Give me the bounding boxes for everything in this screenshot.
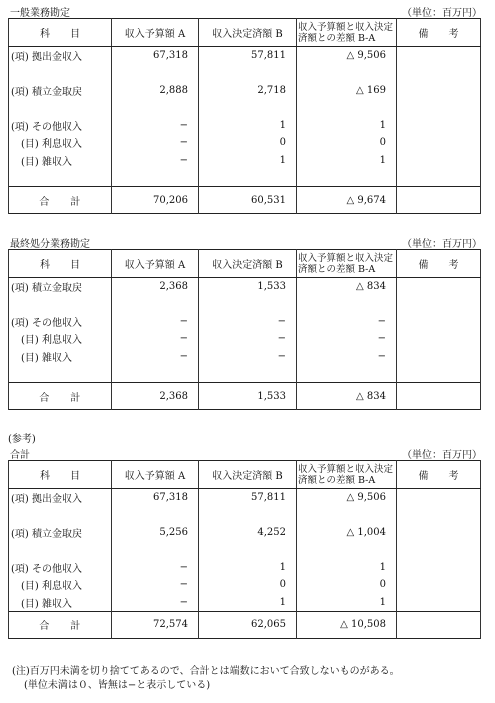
header-budget-a: 収入予算額 A bbox=[112, 250, 199, 278]
header-decided-b: 収入決定済額 B bbox=[199, 250, 297, 278]
empty-cell bbox=[9, 506, 112, 523]
difference-cell: △ 9,506 bbox=[297, 489, 397, 507]
empty-cell bbox=[397, 169, 481, 187]
budget-a-cell: − bbox=[112, 330, 199, 347]
table-row bbox=[9, 313, 481, 330]
header-remarks: 備 考 bbox=[397, 250, 481, 278]
subject-cell: (目) 雑収入 bbox=[9, 348, 112, 365]
budget-a-cell: − bbox=[112, 559, 199, 576]
budget-a-cell: 2,368 bbox=[112, 383, 199, 410]
subject-cell: (目) 雑収入 bbox=[9, 593, 112, 611]
spacer-row bbox=[9, 64, 481, 81]
section-title: 最終処分業務勘定 bbox=[10, 239, 90, 250]
empty-cell bbox=[112, 99, 199, 116]
empty-cell bbox=[297, 541, 397, 558]
total-label: 合 計 bbox=[9, 611, 112, 638]
subject-cell: (目) 雑収入 bbox=[9, 151, 112, 168]
decided-b-cell: 1 bbox=[199, 151, 297, 168]
remarks-cell bbox=[397, 151, 481, 168]
difference-cell: 0 bbox=[297, 576, 397, 593]
difference-cell: − bbox=[297, 313, 397, 330]
subject-cell: (目) 利息収入 bbox=[9, 576, 112, 593]
difference-cell: △ 834 bbox=[297, 383, 397, 410]
decided-b-cell: 0 bbox=[199, 134, 297, 151]
header-decided-b: 収入決定済額 B bbox=[199, 19, 297, 47]
subject-cell: (項) 積立金取戻 bbox=[9, 82, 112, 99]
table-row bbox=[9, 117, 481, 134]
difference-cell: △ 9,506 bbox=[297, 47, 397, 65]
decided-b-cell: 57,811 bbox=[199, 489, 297, 507]
budget-a-cell: − bbox=[112, 348, 199, 365]
difference-cell: △ 9,674 bbox=[297, 187, 397, 214]
budget-a-cell: − bbox=[112, 117, 199, 134]
difference-cell: − bbox=[297, 348, 397, 365]
remarks-cell bbox=[397, 611, 481, 638]
budget-a-cell: − bbox=[112, 134, 199, 151]
header-subject: 科 目 bbox=[9, 250, 112, 278]
unit-label: （単位：百万円） bbox=[402, 8, 482, 19]
header-difference: 収入予算額と収入決定済額との差額 B-A bbox=[297, 19, 397, 47]
subject-cell: (項) 拠出金収入 bbox=[9, 489, 112, 507]
empty-cell bbox=[112, 506, 199, 523]
table-row bbox=[9, 489, 481, 507]
difference-cell: 1 bbox=[297, 559, 397, 576]
footnote: (注)百万円未満を切り捨ててあるので、合計とは端数において合致しないものがある。 bbox=[12, 666, 400, 677]
header-difference: 収入予算額と収入決定済額との差額 B-A bbox=[297, 461, 397, 489]
decided-b-cell: 57,811 bbox=[199, 47, 297, 65]
remarks-cell bbox=[397, 117, 481, 134]
remarks-cell bbox=[397, 82, 481, 99]
empty-cell bbox=[199, 506, 297, 523]
table-row bbox=[9, 278, 481, 296]
header-row bbox=[9, 461, 481, 489]
table-row bbox=[9, 151, 481, 168]
empty-cell bbox=[9, 295, 112, 312]
header-row bbox=[9, 250, 481, 278]
total-row bbox=[9, 383, 481, 410]
empty-cell bbox=[297, 64, 397, 81]
budget-table bbox=[8, 18, 481, 214]
decided-b-cell: 1,533 bbox=[199, 383, 297, 410]
decided-b-cell: 1 bbox=[199, 559, 297, 576]
table-row bbox=[9, 593, 481, 611]
difference-cell: 0 bbox=[297, 134, 397, 151]
empty-cell bbox=[297, 506, 397, 523]
remarks-cell bbox=[397, 576, 481, 593]
empty-cell bbox=[199, 99, 297, 116]
section-total bbox=[8, 446, 488, 639]
decided-b-cell: − bbox=[199, 313, 297, 330]
subject-cell: (項) 拠出金収入 bbox=[9, 47, 112, 65]
empty-cell bbox=[9, 99, 112, 116]
section-title: 一般業務勘定 bbox=[10, 8, 70, 19]
difference-cell: − bbox=[297, 330, 397, 347]
header-difference: 収入予算額と収入決定済額との差額 B-A bbox=[297, 250, 397, 278]
footnote: (単位未満は０、皆無は−と表示している) bbox=[24, 680, 211, 691]
spacer-row bbox=[9, 99, 481, 116]
subject-cell: (目) 利息収入 bbox=[9, 330, 112, 347]
difference-cell: 1 bbox=[297, 151, 397, 168]
empty-cell bbox=[112, 295, 199, 312]
table-row bbox=[9, 524, 481, 541]
empty-cell bbox=[112, 365, 199, 383]
remarks-cell bbox=[397, 187, 481, 214]
remarks-cell bbox=[397, 313, 481, 330]
decided-b-cell: 4,252 bbox=[199, 524, 297, 541]
reference-label: (参考) bbox=[8, 434, 36, 445]
total-label: 合 計 bbox=[9, 187, 112, 214]
remarks-cell bbox=[397, 330, 481, 347]
total-label: 合 計 bbox=[9, 383, 112, 410]
remarks-cell bbox=[397, 593, 481, 611]
table-row bbox=[9, 559, 481, 576]
budget-a-cell: 67,318 bbox=[112, 47, 199, 65]
spacer-row bbox=[9, 365, 481, 383]
decided-b-cell: 2,718 bbox=[199, 82, 297, 99]
budget-a-cell: − bbox=[112, 151, 199, 168]
difference-cell: △ 169 bbox=[297, 82, 397, 99]
budget-a-cell: 67,318 bbox=[112, 489, 199, 507]
empty-cell bbox=[397, 506, 481, 523]
remarks-cell bbox=[397, 524, 481, 541]
header-budget-a: 収入予算額 A bbox=[112, 19, 199, 47]
spacer-row bbox=[9, 541, 481, 558]
table-row bbox=[9, 330, 481, 347]
budget-a-cell: 70,206 bbox=[112, 187, 199, 214]
decided-b-cell: 1 bbox=[199, 117, 297, 134]
decided-b-cell: 1 bbox=[199, 593, 297, 611]
empty-cell bbox=[9, 64, 112, 81]
remarks-cell bbox=[397, 47, 481, 65]
budget-table bbox=[8, 249, 481, 410]
empty-cell bbox=[297, 295, 397, 312]
subject-cell: (項) その他収入 bbox=[9, 313, 112, 330]
empty-cell bbox=[297, 169, 397, 187]
empty-cell bbox=[199, 541, 297, 558]
spacer-row bbox=[9, 295, 481, 312]
budget-a-cell: − bbox=[112, 593, 199, 611]
table-row bbox=[9, 576, 481, 593]
difference-cell: 1 bbox=[297, 593, 397, 611]
empty-cell bbox=[112, 169, 199, 187]
footnotes bbox=[12, 665, 400, 693]
subject-cell: (項) 積立金取戻 bbox=[9, 524, 112, 541]
empty-cell bbox=[199, 64, 297, 81]
decided-b-cell: 60,531 bbox=[199, 187, 297, 214]
difference-cell: △ 1,004 bbox=[297, 524, 397, 541]
empty-cell bbox=[297, 99, 397, 116]
budget-a-cell: 5,256 bbox=[112, 524, 199, 541]
empty-cell bbox=[397, 295, 481, 312]
header-row bbox=[9, 19, 481, 47]
empty-cell bbox=[112, 64, 199, 81]
table-row bbox=[9, 47, 481, 65]
total-row bbox=[9, 611, 481, 638]
section-general-account bbox=[8, 4, 488, 214]
total-row bbox=[9, 187, 481, 214]
difference-cell: 1 bbox=[297, 117, 397, 134]
subject-cell: (目) 利息収入 bbox=[9, 134, 112, 151]
budget-a-cell: 72,574 bbox=[112, 611, 199, 638]
decided-b-cell: 1,533 bbox=[199, 278, 297, 296]
budget-a-cell: 2,368 bbox=[112, 278, 199, 296]
table-row bbox=[9, 82, 481, 99]
section-title: 合計 bbox=[10, 450, 30, 461]
empty-cell bbox=[9, 365, 112, 383]
empty-cell bbox=[297, 365, 397, 383]
empty-cell bbox=[9, 541, 112, 558]
difference-cell: △ 834 bbox=[297, 278, 397, 296]
budget-a-cell: 2,888 bbox=[112, 82, 199, 99]
remarks-cell bbox=[397, 559, 481, 576]
header-remarks: 備 考 bbox=[397, 19, 481, 47]
empty-cell bbox=[397, 99, 481, 116]
table-row bbox=[9, 348, 481, 365]
empty-cell bbox=[397, 541, 481, 558]
budget-a-cell: − bbox=[112, 576, 199, 593]
spacer-row bbox=[9, 169, 481, 187]
header-subject: 科 目 bbox=[9, 19, 112, 47]
remarks-cell bbox=[397, 278, 481, 296]
header-budget-a: 収入予算額 A bbox=[112, 461, 199, 489]
remarks-cell bbox=[397, 383, 481, 410]
decided-b-cell: 62,065 bbox=[199, 611, 297, 638]
unit-label: （単位：百万円） bbox=[402, 239, 482, 250]
remarks-cell bbox=[397, 489, 481, 507]
subject-cell: (項) 積立金取戻 bbox=[9, 278, 112, 296]
subject-cell: (項) その他収入 bbox=[9, 559, 112, 576]
decided-b-cell: − bbox=[199, 330, 297, 347]
remarks-cell bbox=[397, 348, 481, 365]
header-decided-b: 収入決定済額 B bbox=[199, 461, 297, 489]
decided-b-cell: 0 bbox=[199, 576, 297, 593]
unit-label: （単位：百万円） bbox=[402, 450, 482, 461]
decided-b-cell: − bbox=[199, 348, 297, 365]
empty-cell bbox=[112, 541, 199, 558]
empty-cell bbox=[397, 365, 481, 383]
empty-cell bbox=[199, 295, 297, 312]
empty-cell bbox=[9, 169, 112, 187]
empty-cell bbox=[199, 169, 297, 187]
empty-cell bbox=[199, 365, 297, 383]
header-subject: 科 目 bbox=[9, 461, 112, 489]
empty-cell bbox=[397, 64, 481, 81]
section-final-disposal-account bbox=[8, 235, 488, 410]
budget-table bbox=[8, 460, 481, 639]
budget-a-cell: − bbox=[112, 313, 199, 330]
spacer-row bbox=[9, 506, 481, 523]
subject-cell: (項) その他収入 bbox=[9, 117, 112, 134]
header-remarks: 備 考 bbox=[397, 461, 481, 489]
difference-cell: △ 10,508 bbox=[297, 611, 397, 638]
remarks-cell bbox=[397, 134, 481, 151]
table-row bbox=[9, 134, 481, 151]
